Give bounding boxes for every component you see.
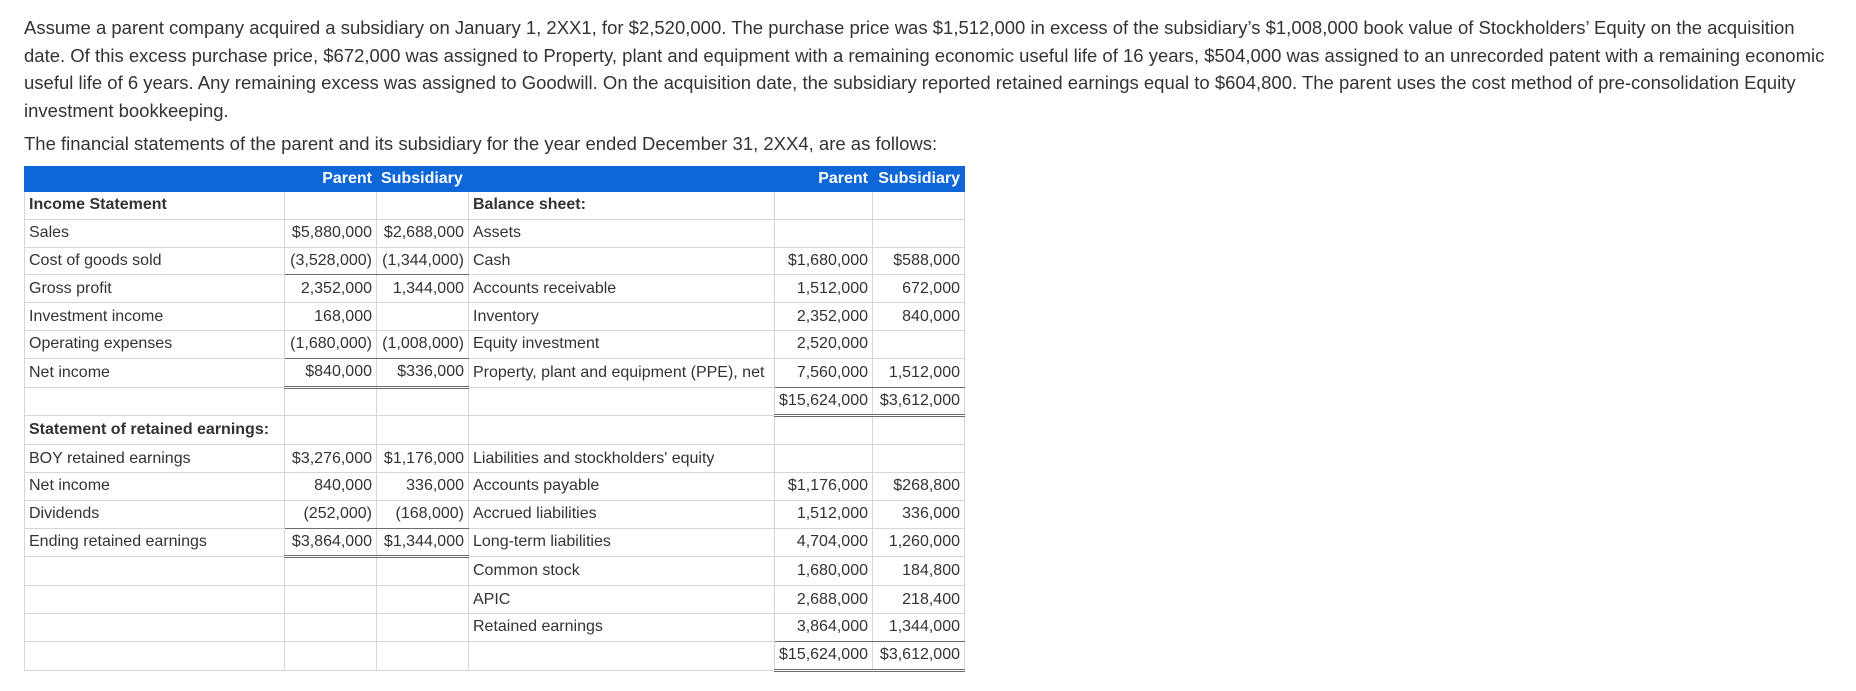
parent-value: $840,000 [285,358,377,387]
table-row [25,641,965,670]
table-row [25,330,965,358]
parent-value: $3,864,000 [285,528,377,557]
table-row [25,613,965,641]
subsidiary-balance-value: 672,000 [873,275,965,303]
subsidiary-value: $336,000 [377,358,469,387]
subsidiary-value [377,613,469,641]
subsidiary-balance-value [873,219,965,247]
table-header [25,167,965,192]
parent-total-assets: $15,624,000 [775,387,873,416]
parent-value: $3,276,000 [285,445,377,473]
parent-value: $5,880,000 [285,219,377,247]
row-label: Investment income [25,303,285,331]
subsidiary-value: $1,176,000 [377,445,469,473]
subsidiary-balance-value [873,445,965,473]
parent-value: 840,000 [285,472,377,500]
table-row [25,500,965,528]
table-row [25,247,965,275]
balance-label: Assets [469,219,775,247]
subsidiary-value [377,641,469,670]
balance-label [469,641,775,670]
header-row [25,167,965,192]
balance-label: Equity investment [469,330,775,358]
section-heading-income-statement: Income Statement [25,192,285,220]
balance-label: Cash [469,247,775,275]
table-row [25,416,965,445]
row-label: Operating expenses [25,330,285,358]
cell [285,192,377,220]
table-body [25,192,965,671]
parent-value: 2,352,000 [285,275,377,303]
section-heading-retained-earnings: Statement of retained earnings: [25,416,285,445]
row-label: Gross profit [25,275,285,303]
parent-balance-value: 1,512,000 [775,275,873,303]
parent-total-liabilities-equity: $15,624,000 [775,641,873,670]
row-label [25,641,285,670]
row-label: Ending retained earnings [25,528,285,557]
parent-value [285,641,377,670]
parent-balance-value: 1,680,000 [775,557,873,586]
parent-value [285,416,377,445]
subsidiary-value: $1,344,000 [377,528,469,557]
table-row [25,303,965,331]
problem-intro-paragraph: Assume a parent company acquired a subsidiary on January 1, 2XX1, for $2,520,000. The purchase price was $1,512,000 in excess of the subsidiary’s $1,008,000 book value of Stockholders’ Equity on the acquisition date. Of this excess purchase price, $672,000 was assigned to Property, plant and equipment with a remaining economic useful life of 16 years, $504,000 was assigned to an unrecorded patent with a remaining economic useful life of 6 years. Any remaining excess was assigned to Goodwill. On the acquisition date, the subsidiary reported retained earnings equal to $604,800. The parent uses the cost method of pre-consolidation Equity investment bookkeeping. [24,17,1825,121]
subsidiary-balance-value: 218,400 [873,586,965,614]
subsidiary-value: (1,344,000) [377,247,469,275]
table-row [25,387,965,416]
row-label [25,387,285,416]
balance-label: Inventory [469,303,775,331]
parent-balance-value: 2,688,000 [775,586,873,614]
row-label [25,557,285,586]
balance-label: Common stock [469,557,775,586]
subsidiary-balance-value: 1,260,000 [873,528,965,557]
table-row [25,472,965,500]
parent-balance-value [775,416,873,445]
cell [873,192,965,220]
table-row [25,445,965,473]
row-label: BOY retained earnings [25,445,285,473]
parent-value: 168,000 [285,303,377,331]
financial-statements-table [24,166,965,672]
parent-balance-value: 2,352,000 [775,303,873,331]
subsidiary-value: 1,344,000 [377,275,469,303]
subsidiary-balance-value: $268,800 [873,472,965,500]
subsidiary-balance-value: 184,800 [873,557,965,586]
parent-value [285,387,377,416]
row-label: Sales [25,219,285,247]
subsidiary-value [377,387,469,416]
header-parent-balance: Parent [775,167,873,192]
parent-value: (252,000) [285,500,377,528]
subsidiary-balance-value: 1,512,000 [873,358,965,387]
table-row [25,358,965,387]
statements-lead-sentence: The financial statements of the parent and its subsidiary for the year ended December 31, 2XX4, are as follows: [24,133,938,154]
subsidiary-value [377,557,469,586]
table-row [25,219,965,247]
table-row [25,586,965,614]
parent-balance-value: $1,680,000 [775,247,873,275]
table-row [25,557,965,586]
subsidiary-value: 336,000 [377,472,469,500]
balance-label: Accounts payable [469,472,775,500]
row-label: Cost of goods sold [25,247,285,275]
parent-balance-value: 4,704,000 [775,528,873,557]
header-subsidiary: Subsidiary [377,167,469,192]
parent-balance-value [775,219,873,247]
parent-value [285,586,377,614]
balance-label: Liabilities and stockholders' equity [469,445,775,473]
parent-balance-value: 2,520,000 [775,330,873,358]
subsidiary-value [377,586,469,614]
balance-label: Retained earnings [469,613,775,641]
table-row [25,275,965,303]
cell [377,192,469,220]
balance-label: APIC [469,586,775,614]
subsidiary-value [377,303,469,331]
row-label [25,586,285,614]
subsidiary-total-liabilities-equity: $3,612,000 [873,641,965,670]
header-blank-balance-label [469,167,775,192]
row-label: Net income [25,358,285,387]
balance-label [469,416,775,445]
subsidiary-value [377,416,469,445]
row-label: Dividends [25,500,285,528]
parent-value [285,613,377,641]
parent-value [285,557,377,586]
parent-balance-value: $1,176,000 [775,472,873,500]
subsidiary-balance-value: 840,000 [873,303,965,331]
balance-label: Accrued liabilities [469,500,775,528]
section-heading-balance-sheet: Balance sheet: [469,192,775,220]
parent-value: (3,528,000) [285,247,377,275]
row-label: Net income [25,472,285,500]
header-parent: Parent [285,167,377,192]
subsidiary-value: (168,000) [377,500,469,528]
parent-balance-value: 1,512,000 [775,500,873,528]
subsidiary-balance-value: $588,000 [873,247,965,275]
header-subsidiary-balance: Subsidiary [873,167,965,192]
balance-label: Accounts receivable [469,275,775,303]
subsidiary-total-assets: $3,612,000 [873,387,965,416]
subsidiary-balance-value [873,330,965,358]
cell [775,192,873,220]
balance-label [469,387,775,416]
table-row [25,192,965,220]
parent-balance-value: 3,864,000 [775,613,873,641]
parent-balance-value [775,445,873,473]
table-row [25,528,965,557]
subsidiary-balance-value: 336,000 [873,500,965,528]
subsidiary-value: $2,688,000 [377,219,469,247]
balance-label: Property, plant and equipment (PPE), net [469,358,775,387]
subsidiary-value: (1,008,000) [377,330,469,358]
subsidiary-balance-value [873,416,965,445]
parent-value: (1,680,000) [285,330,377,358]
header-blank-label [25,167,285,192]
subsidiary-balance-value: 1,344,000 [873,613,965,641]
balance-label: Long-term liabilities [469,528,775,557]
row-label [25,613,285,641]
parent-balance-value: 7,560,000 [775,358,873,387]
